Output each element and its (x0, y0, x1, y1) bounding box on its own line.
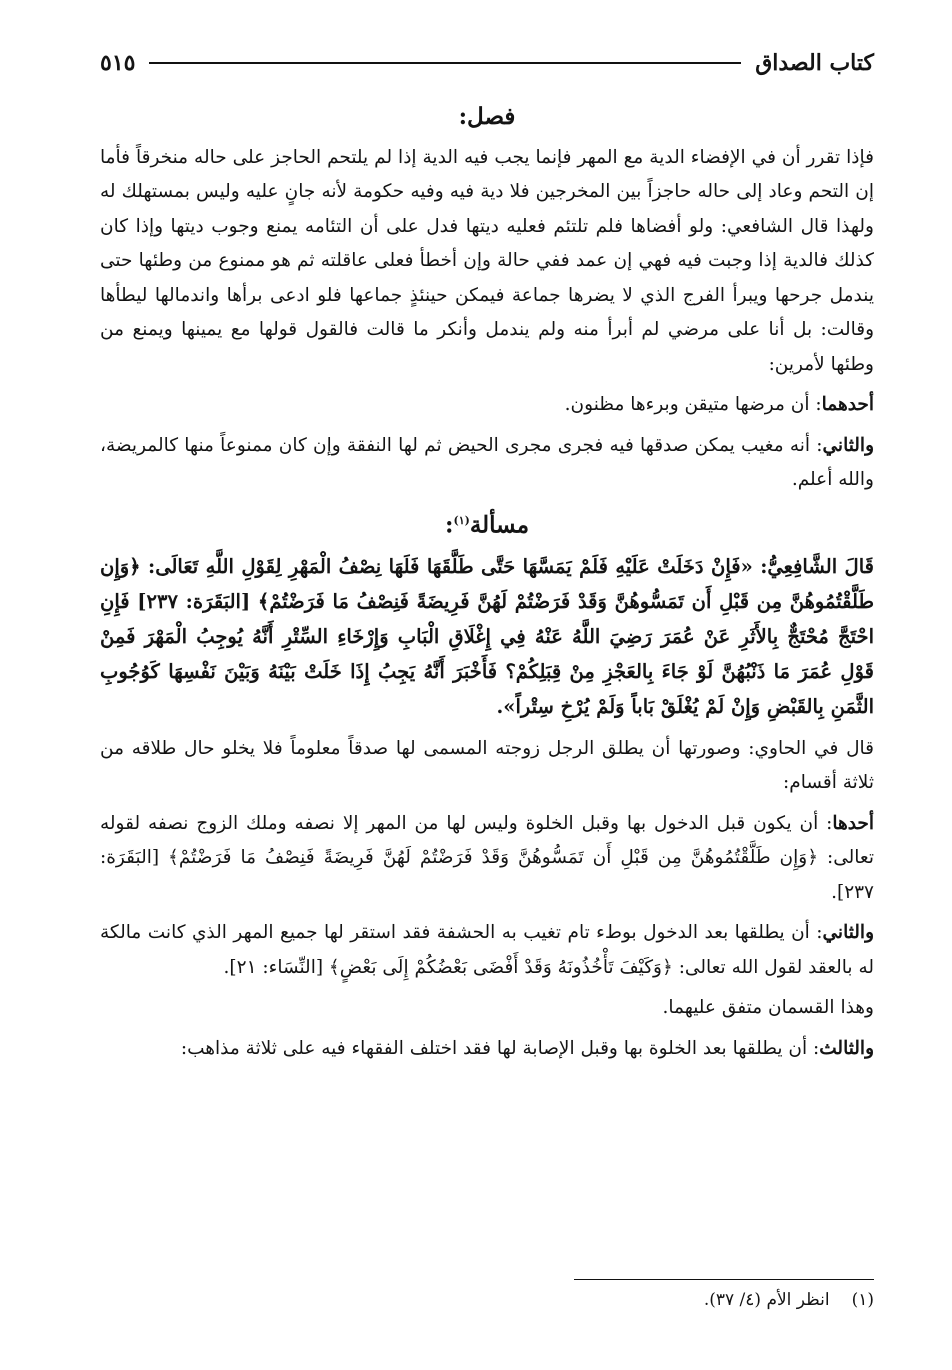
footnote-text: انظر الأم (٤/ ٣٧). (703, 1290, 830, 1310)
footnote-number: (١) (851, 1290, 874, 1310)
book-title: كتاب الصداق (755, 50, 874, 76)
second-division-label: والثاني (822, 922, 874, 944)
page-header (100, 46, 874, 80)
footnote (100, 1290, 874, 1310)
matn-paragraph: قَالَ الشَّافِعِيُّ: «فَإِنْ دَخَلَتْ عَلَيْهِ فَلَمْ يَمَسَّهَا حَتَّى طَلَّقَهَا فَلَهَا نِصْفُ الْمَهْرِ لِقَوْلِ اللَّهِ تَعَالَى: ﴿وَإِن طَلَّقْتُمُوهُنَّ مِن قَبْلِ أَن تَمَسُّوهُنَّ وَقَدْ فَرَضْتُمْ لَهُنَّ فَرِيضَةً فَنِصْفُ مَا فَرَضْتُمْ﴾ [البَقَرَة: ٢٣٧] فَإِنِ احْتَجَّ مُحْتَجٌّ بِالأَثَرِ عَنْ عُمَرَ رَضِيَ اللَّهُ عَنْهُ فِي إِغْلَاقِ الْبَابِ وَإِرْخَاءِ السِّتْرِ أَنَّهُ يُوجِبُ الْمَهْرَ فَمِنْ قَوْلِ عُمَرَ مَا ذَنْبُهُنَّ لَوْ جَاءَ بِالعَجْزِ مِنْ قِبَلِكُمْ؟ فَأَخْبَرَ أَنَّهُ يَجِبُ إِذَا خَلَتْ بَيْنَهُ وَبَيْنَ نَفْسِهَا كَوُجُوبِ الثَّمَنِ بِالقَبْضِ وَإِنْ لَمْ يُغْلَقْ بَاباً وَلَمْ يُرْخِ سِتْراً». (100, 554, 874, 718)
page-body (100, 96, 874, 1072)
second-reason-paragraph (100, 429, 874, 498)
first-division-text: : أن يكون قبل الدخول بها وقبل الخلوة وليس لها من المهر إلا نصفه وملك الزوج نصفه لقوله تعالى: ﴿وَإِن طَلَّقْتُمُوهُنَّ مِن قَبْلِ أَن تَمَسُّوهُنَّ وَقَدْ فَرَضْتُمْ لَهُنَّ فَرِيضَةً فَنِصْفُ مَا فَرَضْتُمْ﴾ [البَقَرَة: ٢٣٧]. (100, 812, 874, 903)
second-division-paragraph (100, 916, 874, 985)
section-paragraph: فإذا تقرر أن في الإفضاء الدية مع المهر فإنما يجب فيه الدية إذا لم يلتحم الحاجز على حاله منخرقاً فأما إن التحم وعاد إلى حاله حاجزاً بين المخرجين فلا دية فيه وفيه حكومة لأنه جانٍ عليه وليس بمستهلك له ولهذا قال الشافعي: ولو أفضاها فلم تلتئم فعليه ديتها فدل على أن التئامه يمنع وجوب ديتها وإذا كان كذلك فالدية إذا وجبت فيه فهي إن عمد ففي حالة وإن أخطأ فعلى عاقلته ثم هو ممنوع من وطئها حتى يندمل جرحها ويبرأ الفرج الذي لا يضرها جماعة فيمكن حينئذٍ جماعها فلو ادعى برأها واندمالها ليطأها وقالت: بل أنا على مرضي لم أبرأ منه ولم يندمل وأنكر ما قالت فالقول قولها مع يمينها ويمنع من وطئها لأمرين: (100, 146, 874, 375)
third-division-label: والثالث (819, 1037, 874, 1059)
masala-footnote-mark: (١) (453, 513, 470, 527)
hawi-intro-paragraph: قال في الحاوي: وصورتها أن يطلق الرجل زوجته المسمى لها صدقاً معلوماً فلا يخلو حال طلاقه من ثلاثة أقسام: (100, 737, 874, 794)
second-division-text: : أن يطلقها بعد الدخول بوطء تام تغيب به الحشفة فقد استقر لها جميع المهر الذي كانت مالكة له بالعقد لقول الله تعالى: ﴿وَكَيْفَ تَأْخُذُونَهُ وَقَدْ أَفْضَى بَعْضُكُمْ إِلَى بَعْضٍ﴾ [النِّسَاء: ٢١]. (100, 922, 874, 978)
footnote-divider (574, 1279, 874, 1280)
header-rule (149, 62, 741, 64)
masala-heading-suffix: : (444, 511, 454, 539)
third-division-text: : أن يطلقها بعد الخلوة بها وقبل الإصابة لها فقد اختلف الفقهاء فيه على ثلاثة مذاهب: (180, 1037, 820, 1059)
first-reason-paragraph (100, 388, 874, 423)
first-division-label: أحدها (832, 812, 874, 834)
masala-heading (100, 504, 874, 543)
first-reason-label: أحدهما (821, 394, 874, 415)
section-heading: فصل: (458, 103, 516, 130)
second-reason-label: والثاني (822, 434, 874, 456)
first-reason-text: : أن مرضها متيقن وبرءها مظنون. (564, 394, 822, 415)
masala-heading-text: مسألة (469, 511, 530, 539)
agreement-line: وهذا القسمان متفق عليهما. (662, 997, 874, 1019)
page-number: ٥١٥ (100, 50, 136, 76)
first-division-paragraph (100, 807, 874, 911)
second-reason-text: : أنه مغيب يمكن صدقها فيه فجرى مجرى الحيض ثم لها النفقة وإن كان ممنوعاً منها كالمريضة، والله أعلم. (100, 434, 874, 490)
third-division-paragraph (100, 1032, 874, 1067)
